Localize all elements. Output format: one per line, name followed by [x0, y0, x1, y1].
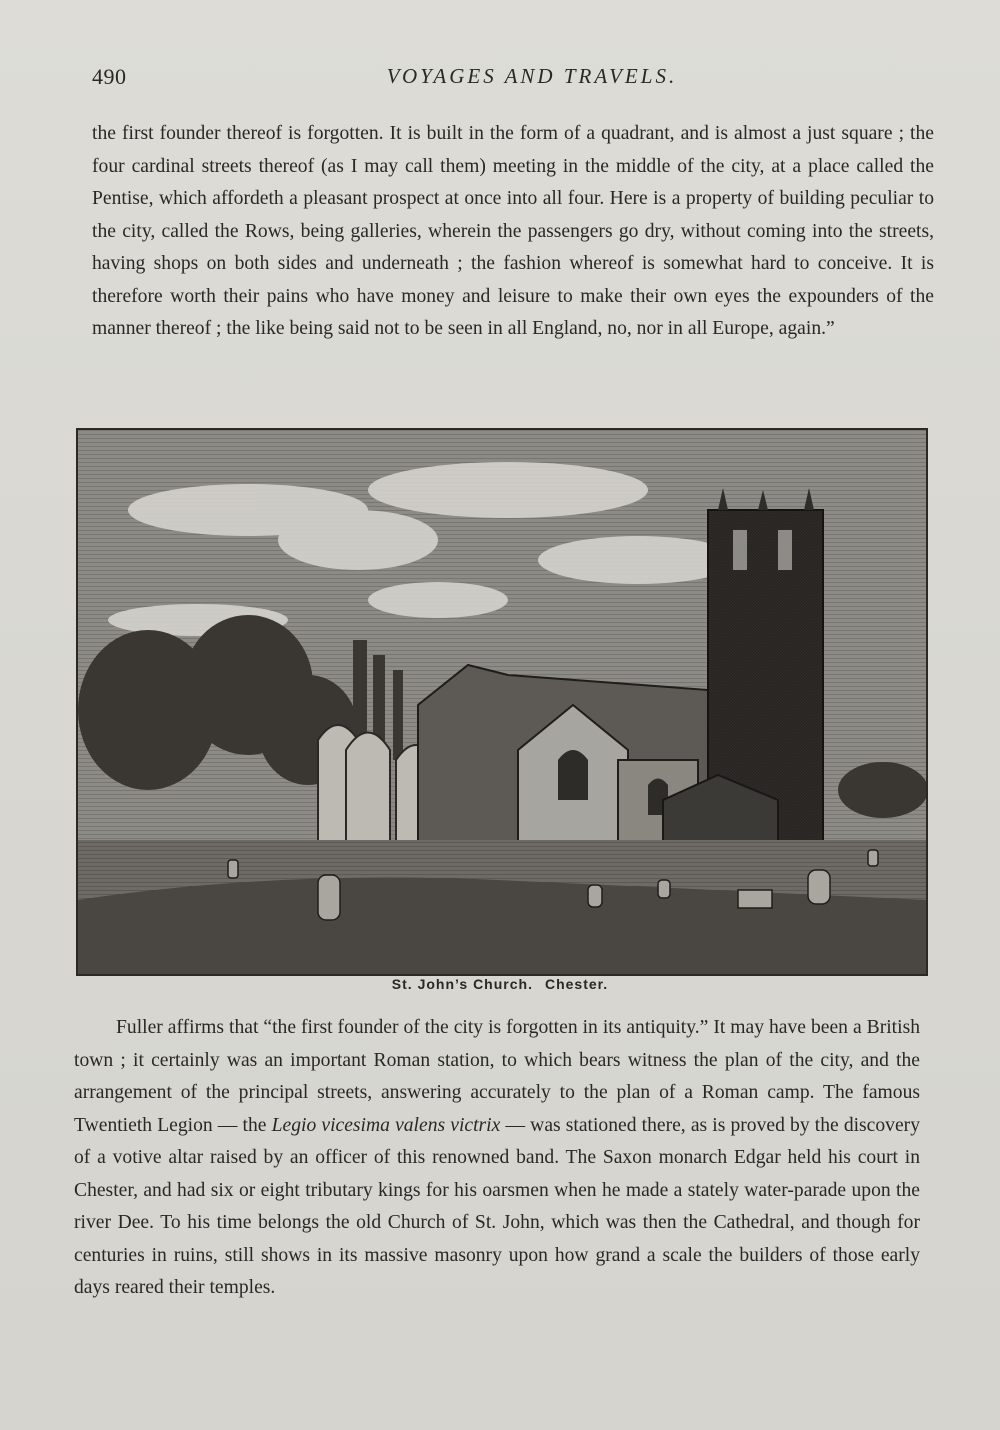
bottom-paragraph	[74, 1012, 920, 1305]
bottom-text-part1: Fuller affirms that “the first founder of the city is forgotten in its antiquity.” It may have been a British town ; it certainly was an important Roman station, to which bears witness the plan of the city, and the arrangement of the principal streets, answering accurately to the plan of a Roman camp. The famous Twentieth Legion — the	[74, 1017, 920, 1136]
caption-place: Chester.	[544, 976, 609, 992]
running-title: VOYAGES AND TRAVELS.	[386, 64, 678, 88]
figure-caption	[0, 976, 1000, 992]
bottom-text-part2: — was stationed there, as is proved by the discovery of a votive altar raised by an officer of this renowned band. The Saxon monarch Edgar held his court in Chester, and had six or eight tributary kings for his oarsmen when he made a stately water-parade upon the river Dee. To his time belongs the old Church of St. John, which was then the Cathedral, and though for centuries in ruins, still shows in its massive masonry upon how grand a scale the builders of those early days reared their temples.	[74, 1114, 920, 1298]
caption-title: St. John’s Church.	[391, 976, 533, 992]
engraving-illustration	[76, 428, 928, 976]
top-paragraph: the first founder thereof is forgotten. It is built in the form of a quadrant, and is almost a just square ; the four cardinal streets thereof (as I may call them) meeting in the middle of the city, at a place called the Pentise, which affordeth a pleasant prospect at once into all four. Here is a property of building peculiar to the city, called the Rows, being galleries, wherein the passengers go dry, without coming into the streets, having shops on both sides and underneath ; the fashion whereof is somewhat hard to conceive. It is therefore worth their pains who have money and leisure to make their own eyes the expounders of the manner thereof ; the like being said not to be seen in all England, no, nor in all Europe, again.”	[92, 123, 934, 339]
church-engraving	[78, 430, 926, 974]
page-header	[92, 64, 932, 98]
latin-legion-name: Legio vicesima valens victrix	[271, 1114, 501, 1136]
page-number: 490	[92, 64, 127, 89]
